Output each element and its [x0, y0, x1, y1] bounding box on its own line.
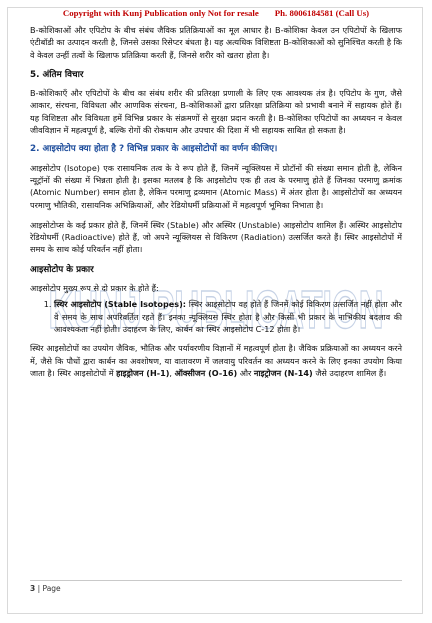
isotope-types-intro: आइसोटोप मुख्य रूप से दो प्रकार के होते हैं: [30, 283, 159, 294]
page-footer [30, 580, 402, 593]
stable-isotopes-title: स्थिर आइसोटोप (Stable Isotopes): [54, 299, 187, 310]
intro-paragraph: B-कोशिकाओं और एपिटोप के बीच संबंध जैविक प्रतिक्रियाओं का मूल आधार है। B-कोशिका केवल उन एपिटोपों के खिलाफ एंटीबॉडी का उत्पादन करती है, जिनसे उसका रिसेप्टर बंधता है। यह अत्यधिक विशिष्टता B-कोशिकाओं को सुनिश्चित करती है कि वे केवल उन्हीं तत्वों के खिलाफ प्रतिक्रिया करती हैं, जिनसे शरीर को खतरा होता है। [30, 25, 402, 60]
question-2-heading: 2. आइसोटोप क्या होता है ? विभिन्न प्रकार के आइसोटोपों का वर्णन कीजिए। [30, 144, 278, 155]
example-nitrogen: नाइट्रोजन (N-14) [253, 367, 313, 378]
page-number: 3 [30, 584, 36, 593]
isotope-definition-paragraph: आइसोटोप (Isotope) एक रासायनिक तत्व के वे रूप होते हैं, जिनमें न्यूक्लियस में प्रोटॉनों की संख्या समान होती है, लेकिन न्यूट्रॉनों की संख्या में भिन्नता होती है। इसका मतलब है कि आइसोटोप एक ही तत्व के परमाणु होते हैं जिनका परमाणु क्रमांक (Atomic Number) समान होता है, लेकिन परमाणु द्रव्यमान (Atomic Mass) में अंतर होता है। आइसोटोपों का अध्ययन परमाणु भौतिकी, रासायनिक अभिक्रियाओं, और रेडियोधर्मी प्रक्रियाओं में महत्वपूर्ण भूमिका निभाता है। [30, 162, 402, 210]
section-5-paragraph: B-कोशिकाएँ और एपिटोपों के बीच का संबंध शरीर की प्रतिरक्षा प्रणाली के लिए एक आवश्यक तंत्र है। एपिटोप के गुण, जैसे आकार, संरचना, विविधता और आणविक संरचना, B-कोशिकाओं द्वारा प्रतिरक्षा प्रतिक्रिया को प्रभावी बनाने में सहायक होते हैं। यह विशिष्टता और विविधता हमें विभिन्न प्रकार के संक्रमणों से सुरक्षा प्रदान करती है। B-कोशिका एपिटोपों का अध्ययन न केवल जीवविज्ञान में महत्वपूर्ण है, बल्कि रोगों की रोकथाम और उपचार की दिशा में भी सहायक साबित हो सकता है। [30, 88, 402, 136]
page-content [30, 24, 402, 379]
isotope-types-heading: आइसोटोप के प्रकार [30, 264, 94, 275]
stable-isotopes-text: स्थिर आइसोटोप वह होते हैं जिनमें कोई विकिरण उत्सर्जित नहीं होता और वे समय के साथ अपरिवर्तित रहते हैं। इनका न्यूक्लियस स्थिर होता है और किसी भी प्रकार के नाभिकीय बदलाव की आवश्यकता नहीं होती। उदाहरण के लिए, कार्बन का स्थिर आइसोटोप C-12 होता है। [54, 299, 402, 334]
page-label: | Page [35, 584, 61, 593]
contact-phone: Ph. 8006184581 (Call Us) [274, 8, 370, 18]
copyright-notice: Copyright with Kunj Publication only Not for resale [62, 8, 259, 18]
section-5-heading: 5. अंतिम विचार [30, 69, 84, 80]
example-hydrogen: हाइड्रोजन (H-1) [116, 367, 170, 378]
watermark-text: KUNJ PUBLICATION [48, 280, 384, 340]
isotope-kinds-paragraph: आइसोटोप्स के कई प्रकार होते हैं, जिनमें स्थिर (Stable) और अस्थिर (Unstable) आइसोटोप शामिल हैं। अस्थिर आइसोटोप रेडियोधर्मी (Radioactive) होते हैं, जो अपने न्यूक्लियस से विकिरण (Radiation) उत्सर्जित करते हैं। स्थिर आइसोटोपों में समय के साथ कोई परिवर्तन नहीं होता। [30, 219, 402, 255]
example-oxygen: ऑक्सीजन (O-16) [174, 367, 238, 378]
page-header [0, 8, 432, 18]
list-item-stable-isotopes [54, 298, 402, 335]
stable-isotope-uses-paragraph: स्थिर आइसोटोपों का उपयोग जैविक, भौतिक और पर्यावरणीय विज्ञानों में महत्वपूर्ण होता है। जैविक प्रक्रियाओं का अध्ययन करने में, जैसे कि पौधों द्वारा कार्बन का अवशोषण, या वातावरण में जलवायु परिवर्तन का अध्ययन करने के लिए इनका उपयोग किया जाता है। स्थिर आइसोटोपों में हाइड्रोजन (H-1), ऑक्सीजन (O-16) और नाइट्रोजन (N-14) जैसे उदाहरण शामिल हैं। [30, 343, 402, 378]
isotope-types-list [30, 298, 402, 335]
